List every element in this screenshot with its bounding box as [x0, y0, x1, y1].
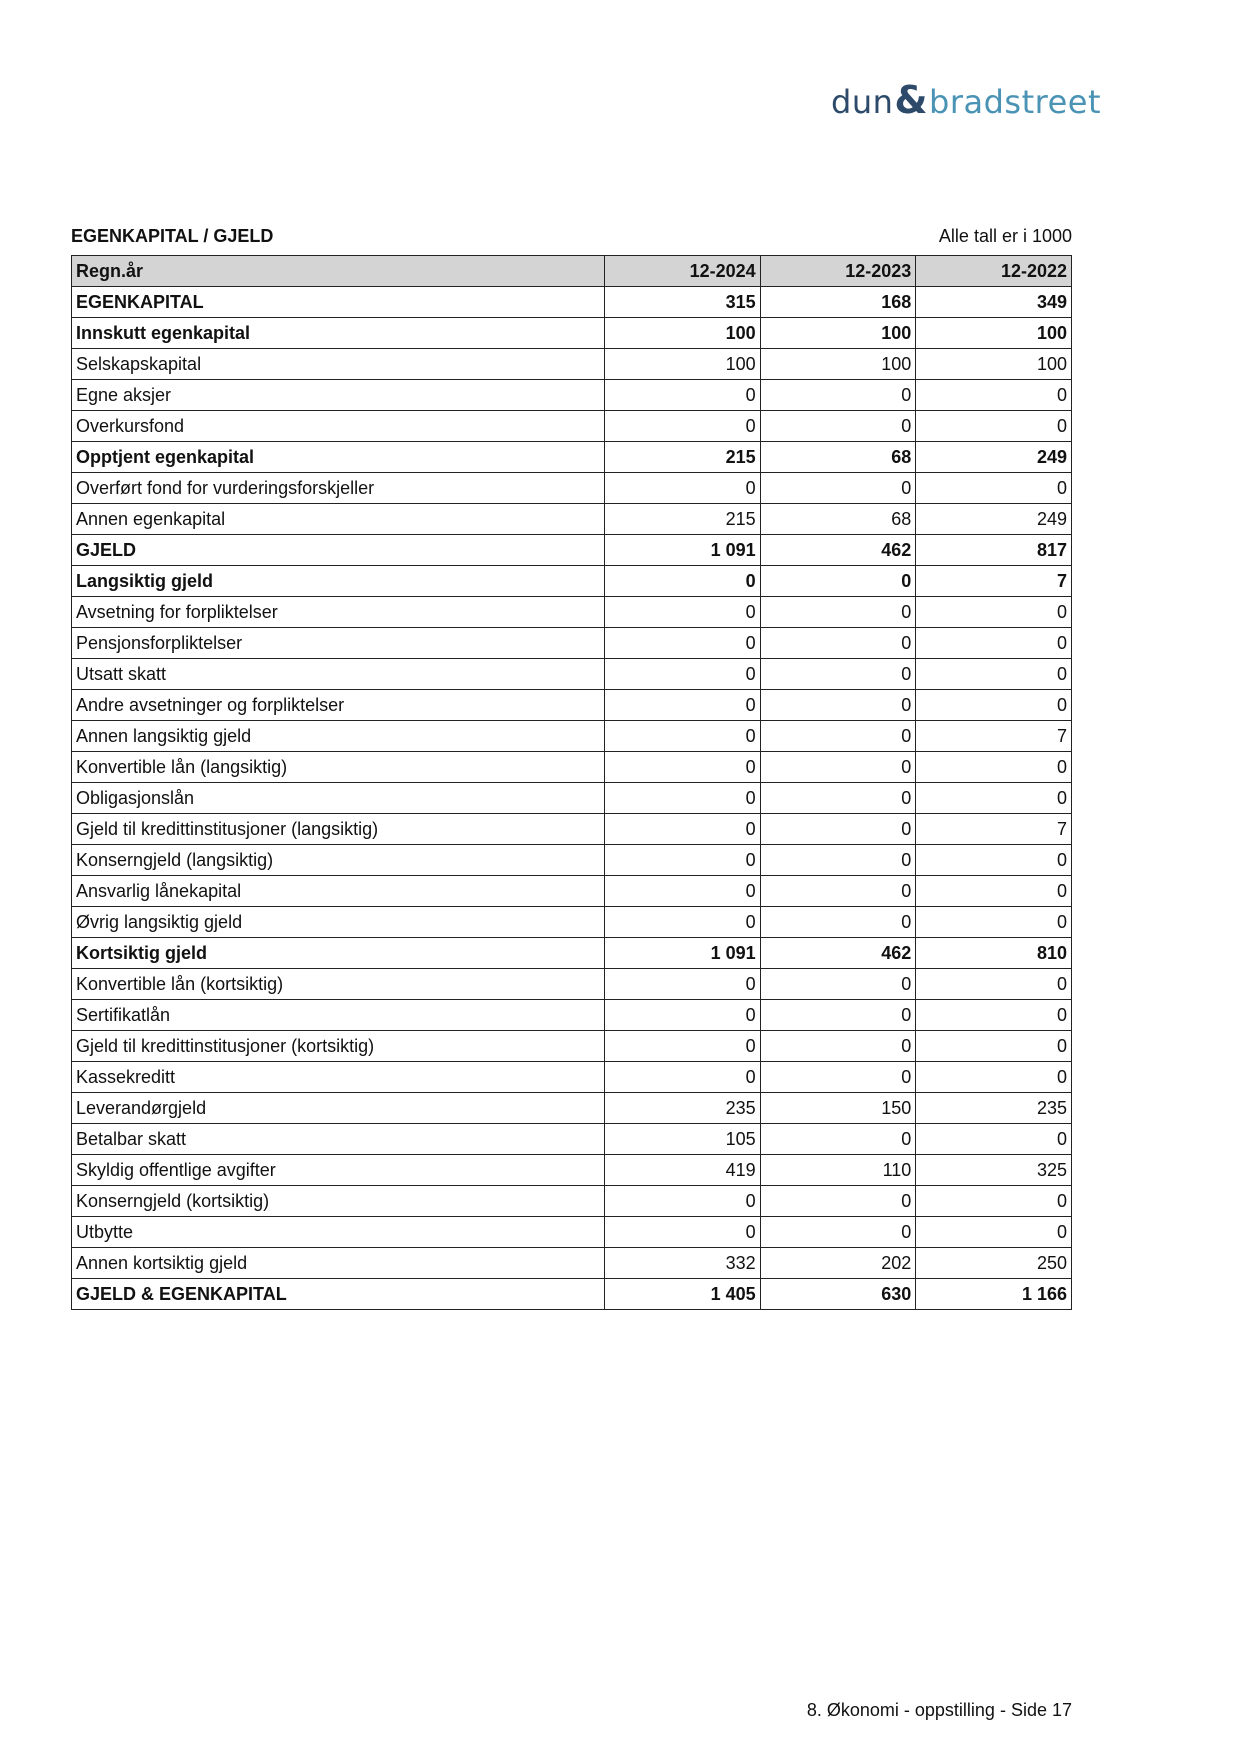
row-label: Konvertible lån (langsiktig) — [72, 752, 605, 783]
row-value-2024: 0 — [605, 597, 761, 628]
row-value-2023: 0 — [760, 845, 916, 876]
dun-bradstreet-logo — [831, 78, 1101, 122]
row-value-2024: 0 — [605, 969, 761, 1000]
row-label: Avsetning for forpliktelser — [72, 597, 605, 628]
column-header-2022: 12-2022 — [916, 256, 1072, 287]
row-value-2024: 0 — [605, 783, 761, 814]
table-row — [72, 1062, 1072, 1093]
row-value-2024: 0 — [605, 1217, 761, 1248]
table-row — [72, 876, 1072, 907]
row-value-2023: 0 — [760, 411, 916, 442]
row-value-2023: 0 — [760, 1062, 916, 1093]
row-value-2024: 0 — [605, 876, 761, 907]
row-value-2024: 0 — [605, 1031, 761, 1062]
table-row — [72, 597, 1072, 628]
row-label: Ansvarlig lånekapital — [72, 876, 605, 907]
row-label: Egne aksjer — [72, 380, 605, 411]
row-value-2024: 0 — [605, 628, 761, 659]
column-header-2023: 12-2023 — [760, 256, 916, 287]
row-value-2022: 7 — [916, 721, 1072, 752]
row-value-2022: 249 — [916, 442, 1072, 473]
table-row — [72, 845, 1072, 876]
row-value-2023: 0 — [760, 907, 916, 938]
row-value-2024: 0 — [605, 411, 761, 442]
row-value-2022: 0 — [916, 628, 1072, 659]
row-value-2023: 0 — [760, 659, 916, 690]
row-value-2023: 0 — [760, 752, 916, 783]
table-row — [72, 504, 1072, 535]
row-value-2023: 68 — [760, 504, 916, 535]
row-value-2023: 0 — [760, 690, 916, 721]
row-value-2022: 0 — [916, 1000, 1072, 1031]
table-row — [72, 814, 1072, 845]
row-value-2022: 1 166 — [916, 1279, 1072, 1310]
row-value-2024: 215 — [605, 442, 761, 473]
row-label: Konserngjeld (kortsiktig) — [72, 1186, 605, 1217]
row-value-2022: 0 — [916, 907, 1072, 938]
table-row — [72, 380, 1072, 411]
table-row — [72, 628, 1072, 659]
row-value-2024: 0 — [605, 1000, 761, 1031]
row-value-2022: 817 — [916, 535, 1072, 566]
row-value-2023: 0 — [760, 783, 916, 814]
balance-sheet-table — [71, 255, 1072, 1310]
row-value-2023: 0 — [760, 814, 916, 845]
column-header-label: Regn.år — [72, 256, 605, 287]
row-value-2024: 1 091 — [605, 535, 761, 566]
table-row — [72, 752, 1072, 783]
row-label: Obligasjonslån — [72, 783, 605, 814]
table-row — [72, 287, 1072, 318]
row-value-2023: 150 — [760, 1093, 916, 1124]
row-value-2023: 0 — [760, 969, 916, 1000]
row-value-2024: 0 — [605, 907, 761, 938]
row-label: Konserngjeld (langsiktig) — [72, 845, 605, 876]
row-value-2022: 0 — [916, 1124, 1072, 1155]
row-value-2022: 0 — [916, 876, 1072, 907]
row-value-2022: 0 — [916, 1031, 1072, 1062]
row-value-2023: 68 — [760, 442, 916, 473]
row-value-2023: 0 — [760, 597, 916, 628]
row-label: Langsiktig gjeld — [72, 566, 605, 597]
row-value-2022: 0 — [916, 659, 1072, 690]
row-value-2023: 0 — [760, 1031, 916, 1062]
table-row — [72, 473, 1072, 504]
row-value-2023: 0 — [760, 1186, 916, 1217]
table-row — [72, 969, 1072, 1000]
row-value-2023: 100 — [760, 349, 916, 380]
row-value-2024: 332 — [605, 1248, 761, 1279]
table-row — [72, 690, 1072, 721]
row-label: GJELD — [72, 535, 605, 566]
row-value-2022: 7 — [916, 566, 1072, 597]
row-value-2023: 202 — [760, 1248, 916, 1279]
table-row — [72, 1031, 1072, 1062]
row-value-2024: 0 — [605, 845, 761, 876]
units-note: Alle tall er i 1000 — [938, 226, 1072, 246]
row-label: Gjeld til kredittinstitusjoner (langsiktig) — [72, 814, 605, 845]
row-value-2024: 105 — [605, 1124, 761, 1155]
row-value-2023: 462 — [760, 535, 916, 566]
row-value-2024: 315 — [605, 287, 761, 318]
row-value-2024: 0 — [605, 473, 761, 504]
table-row — [72, 349, 1072, 380]
page-footer: 8. Økonomi - oppstilling - Side 17 — [806, 1700, 1072, 1720]
row-value-2024: 100 — [605, 349, 761, 380]
row-value-2022: 7 — [916, 814, 1072, 845]
table-row — [72, 318, 1072, 349]
row-value-2023: 462 — [760, 938, 916, 969]
row-value-2022: 0 — [916, 1062, 1072, 1093]
row-label: Overført fond for vurderingsforskjeller — [72, 473, 605, 504]
row-value-2024: 419 — [605, 1155, 761, 1186]
row-value-2022: 349 — [916, 287, 1072, 318]
logo-part-dun: dun — [831, 83, 894, 121]
row-value-2024: 0 — [605, 380, 761, 411]
row-label: Sertifikatlån — [72, 1000, 605, 1031]
row-value-2024: 235 — [605, 1093, 761, 1124]
row-label: Betalbar skatt — [72, 1124, 605, 1155]
table-row — [72, 783, 1072, 814]
row-value-2022: 249 — [916, 504, 1072, 535]
table-row — [72, 907, 1072, 938]
row-label: Kortsiktig gjeld — [72, 938, 605, 969]
row-value-2022: 235 — [916, 1093, 1072, 1124]
table-row — [72, 1248, 1072, 1279]
row-label: GJELD & EGENKAPITAL — [72, 1279, 605, 1310]
row-label: Leverandørgjeld — [72, 1093, 605, 1124]
row-value-2024: 0 — [605, 752, 761, 783]
row-value-2022: 0 — [916, 783, 1072, 814]
row-value-2023: 168 — [760, 287, 916, 318]
column-header-2024: 12-2024 — [605, 256, 761, 287]
row-value-2023: 0 — [760, 380, 916, 411]
row-value-2023: 630 — [760, 1279, 916, 1310]
row-value-2022: 0 — [916, 690, 1072, 721]
row-label: EGENKAPITAL — [72, 287, 605, 318]
row-label: Annen langsiktig gjeld — [72, 721, 605, 752]
table-row — [72, 1093, 1072, 1124]
row-value-2022: 250 — [916, 1248, 1072, 1279]
row-value-2022: 0 — [916, 752, 1072, 783]
row-value-2023: 110 — [760, 1155, 916, 1186]
row-label: Annen kortsiktig gjeld — [72, 1248, 605, 1279]
table-row — [72, 442, 1072, 473]
table-row — [72, 1186, 1072, 1217]
row-label: Skyldig offentlige avgifter — [72, 1155, 605, 1186]
row-value-2024: 100 — [605, 318, 761, 349]
row-value-2023: 0 — [760, 876, 916, 907]
row-label: Innskutt egenkapital — [72, 318, 605, 349]
row-value-2022: 0 — [916, 473, 1072, 504]
row-value-2023: 0 — [760, 1000, 916, 1031]
row-value-2022: 0 — [916, 845, 1072, 876]
row-value-2024: 0 — [605, 690, 761, 721]
table-row — [72, 1217, 1072, 1248]
row-label: Selskapskapital — [72, 349, 605, 380]
row-label: Konvertible lån (kortsiktig) — [72, 969, 605, 1000]
row-value-2022: 0 — [916, 969, 1072, 1000]
row-value-2022: 325 — [916, 1155, 1072, 1186]
row-value-2024: 1 091 — [605, 938, 761, 969]
row-label: Overkursfond — [72, 411, 605, 442]
table-row — [72, 1124, 1072, 1155]
row-value-2023: 0 — [760, 566, 916, 597]
row-label: Øvrig langsiktig gjeld — [72, 907, 605, 938]
table-body — [72, 287, 1072, 1310]
logo-part-bradstreet: bradstreet — [929, 83, 1101, 121]
row-label: Gjeld til kredittinstitusjoner (kortsiktig) — [72, 1031, 605, 1062]
table-row — [72, 938, 1072, 969]
row-value-2022: 0 — [916, 597, 1072, 628]
row-value-2023: 0 — [760, 1124, 916, 1155]
table-row — [72, 566, 1072, 597]
row-value-2022: 0 — [916, 1217, 1072, 1248]
table-row — [72, 721, 1072, 752]
row-value-2023: 0 — [760, 1217, 916, 1248]
logo-ampersand: & — [894, 78, 929, 122]
row-value-2022: 0 — [916, 1186, 1072, 1217]
section-title: EGENKAPITAL / GJELD — [71, 226, 274, 246]
row-value-2024: 0 — [605, 566, 761, 597]
row-value-2022: 100 — [916, 318, 1072, 349]
row-value-2024: 0 — [605, 1186, 761, 1217]
row-value-2022: 810 — [916, 938, 1072, 969]
row-value-2024: 0 — [605, 1062, 761, 1093]
row-value-2023: 0 — [760, 473, 916, 504]
row-value-2023: 100 — [760, 318, 916, 349]
table-row — [72, 1155, 1072, 1186]
row-label: Utbytte — [72, 1217, 605, 1248]
table-row — [72, 1279, 1072, 1310]
table-row — [72, 535, 1072, 566]
row-value-2022: 100 — [916, 349, 1072, 380]
row-value-2024: 0 — [605, 814, 761, 845]
row-value-2023: 0 — [760, 721, 916, 752]
table-header-row — [72, 256, 1072, 287]
row-label: Annen egenkapital — [72, 504, 605, 535]
row-label: Kassekreditt — [72, 1062, 605, 1093]
row-value-2023: 0 — [760, 628, 916, 659]
row-value-2024: 0 — [605, 721, 761, 752]
table-row — [72, 1000, 1072, 1031]
row-value-2022: 0 — [916, 411, 1072, 442]
row-label: Andre avsetninger og forpliktelser — [72, 690, 605, 721]
row-value-2022: 0 — [916, 380, 1072, 411]
row-value-2024: 1 405 — [605, 1279, 761, 1310]
row-value-2024: 215 — [605, 504, 761, 535]
table-row — [72, 659, 1072, 690]
row-label: Pensjonsforpliktelser — [72, 628, 605, 659]
row-value-2024: 0 — [605, 659, 761, 690]
row-label: Utsatt skatt — [72, 659, 605, 690]
row-label: Opptjent egenkapital — [72, 442, 605, 473]
table-row — [72, 411, 1072, 442]
